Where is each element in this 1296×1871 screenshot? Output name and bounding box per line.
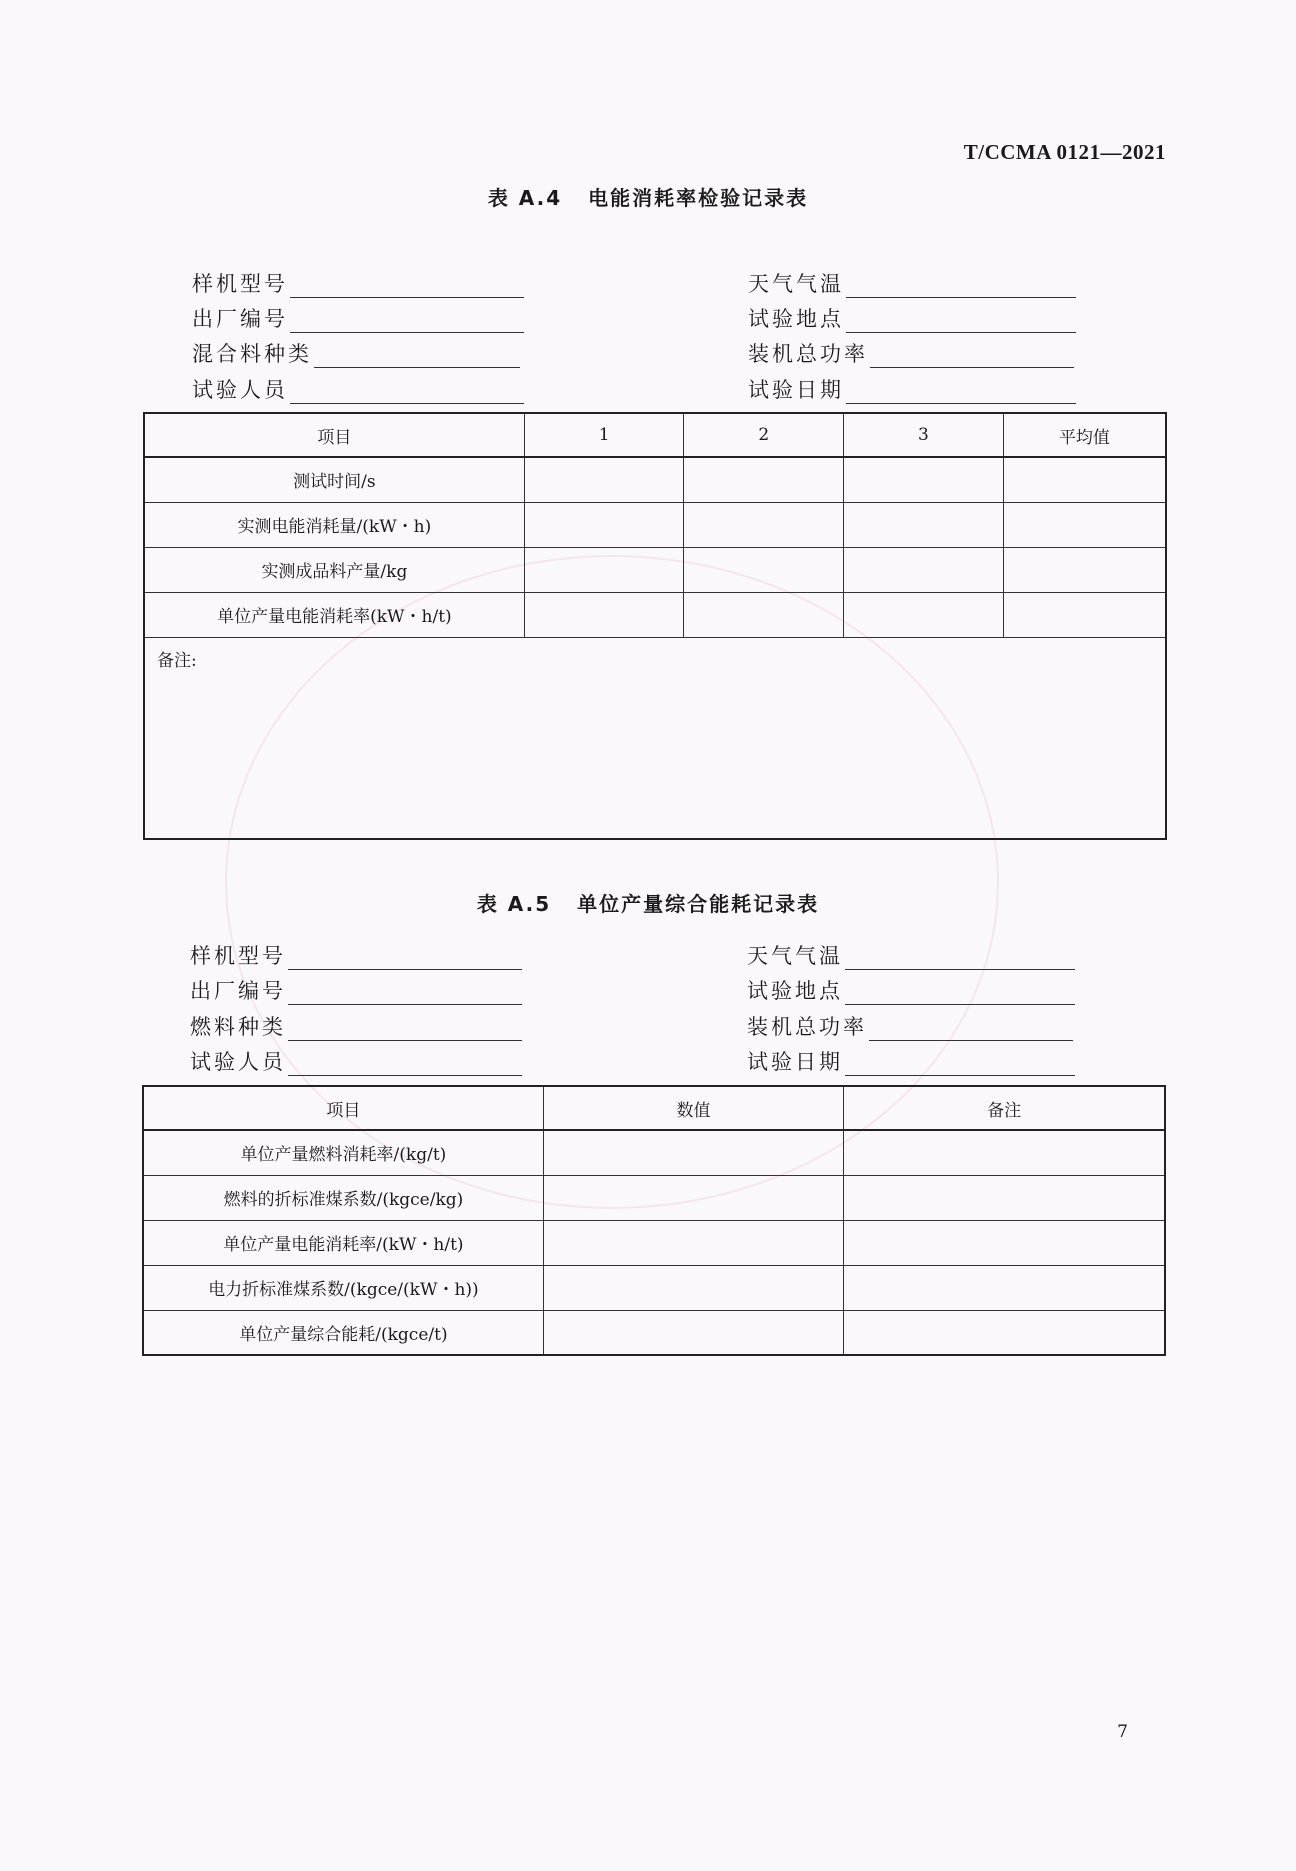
- field-a5-left-1: [190, 940, 522, 970]
- table-a4: [143, 412, 1167, 840]
- empty-cell[interactable]: [524, 502, 684, 547]
- table-a5-title: [0, 888, 1296, 917]
- empty-cell[interactable]: [684, 457, 844, 502]
- field-a4-right-2: [748, 303, 1076, 333]
- fill-line[interactable]: [846, 381, 1076, 404]
- column-header: 平均值: [1003, 413, 1166, 457]
- table-row: [143, 1175, 1165, 1220]
- fill-line[interactable]: [290, 275, 524, 298]
- fill-line[interactable]: [288, 947, 522, 970]
- field-label: 试验人员: [190, 1050, 286, 1074]
- empty-cell[interactable]: [543, 1175, 843, 1220]
- table-row: [144, 592, 1166, 637]
- field-a5-right-1: [747, 940, 1075, 970]
- table-row: [144, 457, 1166, 502]
- empty-cell[interactable]: [1003, 592, 1166, 637]
- field-label: 出厂编号: [190, 979, 286, 1003]
- fill-line[interactable]: [869, 1018, 1073, 1041]
- note-label: 备注:: [157, 650, 197, 671]
- field-label: 混合料种类: [192, 342, 312, 366]
- fill-line[interactable]: [288, 982, 522, 1005]
- fill-line[interactable]: [845, 947, 1075, 970]
- fill-line[interactable]: [870, 345, 1074, 368]
- empty-cell[interactable]: [684, 502, 844, 547]
- empty-cell[interactable]: [543, 1265, 843, 1310]
- field-label: 试验地点: [747, 979, 843, 1003]
- field-a4-right-1: [748, 268, 1076, 298]
- field-a5-right-2: [747, 975, 1075, 1005]
- table-a4-caption: 电能消耗率检验记录表: [588, 186, 809, 210]
- column-header: 备注: [844, 1086, 1165, 1130]
- field-a4-left-3: [192, 338, 520, 368]
- field-label: 天气气温: [747, 944, 843, 968]
- table-a4-title: [0, 182, 1296, 211]
- table-row: [143, 1220, 1165, 1265]
- empty-cell[interactable]: [543, 1130, 843, 1175]
- row-label: 实测成品料产量/kg: [144, 547, 524, 592]
- empty-cell[interactable]: [844, 1130, 1165, 1175]
- column-header: 项目: [144, 413, 524, 457]
- row-label: 实测电能消耗量/(kW・h): [144, 502, 524, 547]
- empty-cell[interactable]: [684, 547, 844, 592]
- field-a5-left-2: [190, 975, 522, 1005]
- fill-line[interactable]: [288, 1053, 522, 1076]
- fill-line[interactable]: [288, 1018, 522, 1041]
- table-row: [144, 547, 1166, 592]
- field-label: 天气气温: [748, 272, 844, 296]
- fill-line[interactable]: [290, 381, 524, 404]
- field-a4-left-4: [192, 374, 524, 404]
- row-label: 单位产量电能消耗率/(kW・h/t): [143, 1220, 543, 1265]
- field-label: 燃料种类: [190, 1015, 286, 1039]
- table-header-row: [144, 413, 1166, 457]
- row-label: 测试时间/s: [144, 457, 524, 502]
- field-a5-right-3: [747, 1011, 1073, 1041]
- row-label: 单位产量电能消耗率(kW・h/t): [144, 592, 524, 637]
- field-a5-left-3: [190, 1011, 522, 1041]
- field-label: 试验地点: [748, 307, 844, 331]
- row-label: 单位产量综合能耗/(kgce/t): [143, 1310, 543, 1355]
- table-a5: [142, 1085, 1166, 1356]
- empty-cell[interactable]: [844, 1265, 1165, 1310]
- row-label: 电力折标准煤系数/(kgce/(kW・h)): [143, 1265, 543, 1310]
- empty-cell[interactable]: [844, 1310, 1165, 1355]
- field-label: 试验人员: [192, 378, 288, 402]
- table-a4-number: 表 A.4: [487, 186, 563, 210]
- empty-cell[interactable]: [543, 1310, 843, 1355]
- empty-cell[interactable]: [684, 592, 844, 637]
- fill-line[interactable]: [290, 310, 524, 333]
- field-a5-right-4: [747, 1046, 1075, 1076]
- empty-cell[interactable]: [844, 502, 1004, 547]
- field-label: 装机总功率: [748, 342, 868, 366]
- field-a4-left-2: [192, 303, 524, 333]
- empty-cell[interactable]: [844, 1175, 1165, 1220]
- field-label: 样机型号: [192, 272, 288, 296]
- table-a5-number: 表 A.5: [476, 892, 552, 916]
- note-cell[interactable]: [144, 637, 1166, 839]
- field-a5-left-4: [190, 1046, 522, 1076]
- row-label: 单位产量燃料消耗率/(kg/t): [143, 1130, 543, 1175]
- empty-cell[interactable]: [844, 547, 1004, 592]
- field-a4-right-4: [748, 374, 1076, 404]
- row-label: 燃料的折标准煤系数/(kgce/kg): [143, 1175, 543, 1220]
- fill-line[interactable]: [846, 310, 1076, 333]
- field-label: 样机型号: [190, 944, 286, 968]
- table-a5-caption: 单位产量综合能耗记录表: [577, 892, 820, 916]
- table-row: [143, 1310, 1165, 1355]
- note-row: [144, 637, 1166, 839]
- page-number: 7: [1117, 1722, 1128, 1742]
- fill-line[interactable]: [314, 345, 520, 368]
- column-header: 1: [524, 413, 684, 457]
- table-row: [143, 1265, 1165, 1310]
- empty-cell[interactable]: [1003, 547, 1166, 592]
- empty-cell[interactable]: [524, 457, 684, 502]
- empty-cell[interactable]: [524, 592, 684, 637]
- table-row: [144, 502, 1166, 547]
- column-header: 3: [844, 413, 1004, 457]
- empty-cell[interactable]: [1003, 502, 1166, 547]
- empty-cell[interactable]: [844, 457, 1004, 502]
- empty-cell[interactable]: [844, 1220, 1165, 1265]
- column-header: 项目: [143, 1086, 543, 1130]
- empty-cell[interactable]: [543, 1220, 843, 1265]
- empty-cell[interactable]: [524, 547, 684, 592]
- column-header: 数值: [543, 1086, 843, 1130]
- empty-cell[interactable]: [844, 592, 1004, 637]
- column-header: 2: [684, 413, 844, 457]
- empty-cell[interactable]: [1003, 457, 1166, 502]
- field-a4-right-3: [748, 338, 1074, 368]
- fill-line[interactable]: [845, 982, 1075, 1005]
- table-row: [143, 1130, 1165, 1175]
- fill-line[interactable]: [845, 1053, 1075, 1076]
- field-label: 装机总功率: [747, 1015, 867, 1039]
- field-label: 试验日期: [748, 378, 844, 402]
- standard-code: T/CCMA 0121—2021: [963, 140, 1166, 164]
- field-label: 试验日期: [747, 1050, 843, 1074]
- table-header-row: [143, 1086, 1165, 1130]
- field-a4-left-1: [192, 268, 524, 298]
- fill-line[interactable]: [846, 275, 1076, 298]
- field-label: 出厂编号: [192, 307, 288, 331]
